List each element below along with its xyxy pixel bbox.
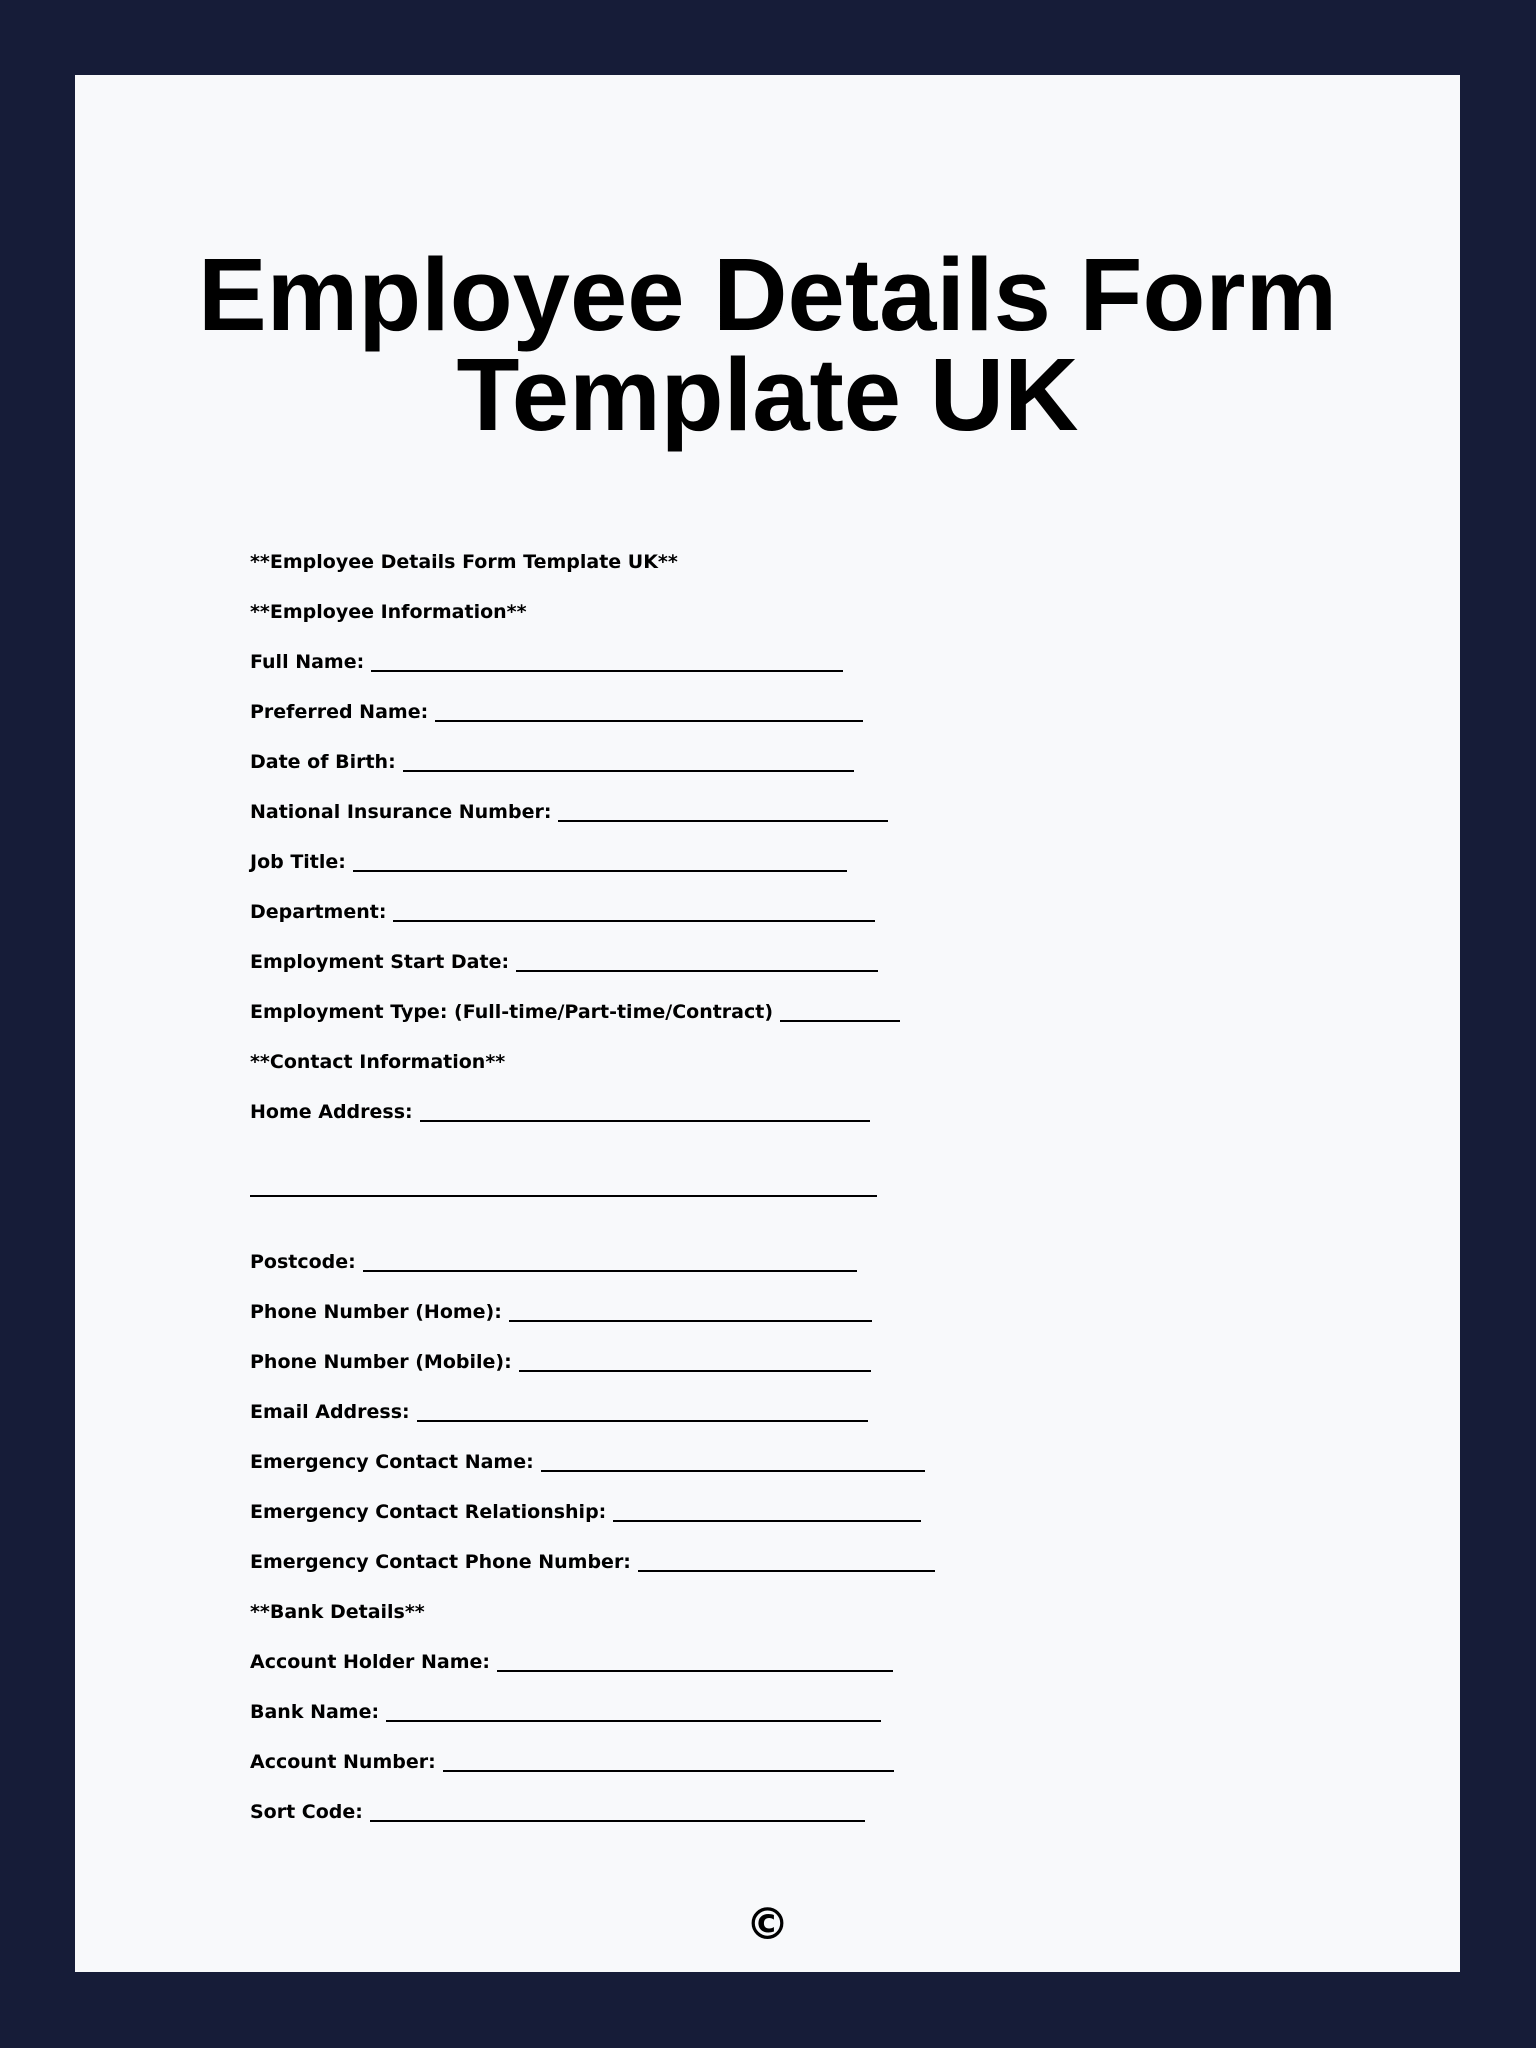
field-row-employment-start-date bbox=[250, 947, 878, 973]
field-row-postcode bbox=[250, 1247, 857, 1273]
phone-mobile-label: Phone Number (Mobile): bbox=[250, 1351, 512, 1373]
department-blank[interactable] bbox=[393, 920, 875, 922]
section-heading-employee-information: **Employee Information** bbox=[250, 601, 527, 623]
employment-start-date-label: Employment Start Date: bbox=[250, 951, 510, 973]
field-row-account-holder-name bbox=[250, 1647, 893, 1673]
field-row-phone-home bbox=[250, 1297, 872, 1323]
field-row-full-name bbox=[250, 647, 843, 673]
section-bank-details bbox=[250, 1597, 425, 1623]
department-label: Department: bbox=[250, 901, 387, 923]
home-address-label: Home Address: bbox=[250, 1101, 413, 1123]
bank-name-label: Bank Name: bbox=[250, 1701, 380, 1723]
field-row-email-address bbox=[250, 1397, 868, 1423]
page-title-line-1: Employee Details Form bbox=[197, 237, 1338, 352]
form-heading: **Employee Details Form Template UK** bbox=[250, 551, 678, 573]
emergency-contact-name-label: Emergency Contact Name: bbox=[250, 1451, 534, 1473]
email-address-blank[interactable] bbox=[417, 1420, 868, 1422]
field-row-employment-type bbox=[250, 997, 900, 1023]
emergency-contact-phone-blank[interactable] bbox=[638, 1570, 935, 1572]
account-holder-name-label: Account Holder Name: bbox=[250, 1651, 490, 1673]
phone-home-blank[interactable] bbox=[509, 1320, 872, 1322]
date-of-birth-label: Date of Birth: bbox=[250, 751, 396, 773]
section-heading-contact-information: **Contact Information** bbox=[250, 1051, 506, 1073]
emergency-contact-relationship-blank[interactable] bbox=[613, 1520, 921, 1522]
field-row-national-insurance-number bbox=[250, 797, 888, 823]
emergency-contact-phone-label: Emergency Contact Phone Number: bbox=[250, 1551, 631, 1573]
employment-type-blank[interactable] bbox=[780, 1020, 900, 1022]
preferred-name-blank[interactable] bbox=[435, 720, 863, 722]
field-row-preferred-name bbox=[250, 697, 863, 723]
phone-home-label: Phone Number (Home): bbox=[250, 1301, 502, 1323]
account-number-blank[interactable] bbox=[443, 1770, 894, 1772]
postcode-label: Postcode: bbox=[250, 1251, 356, 1273]
full-name-label: Full Name: bbox=[250, 651, 365, 673]
field-row-emergency-contact-phone bbox=[250, 1547, 935, 1573]
form-body bbox=[250, 75, 1050, 1972]
bank-name-blank[interactable] bbox=[386, 1720, 881, 1722]
field-row-emergency-contact-name bbox=[250, 1447, 925, 1473]
field-row-department bbox=[250, 897, 875, 923]
emergency-contact-name-blank[interactable] bbox=[541, 1470, 925, 1472]
home-address-line-2-blank[interactable] bbox=[250, 1195, 877, 1197]
date-of-birth-blank[interactable] bbox=[403, 770, 854, 772]
form-heading-row bbox=[250, 547, 678, 573]
field-row-account-number bbox=[250, 1747, 894, 1773]
field-row-emergency-contact-relationship bbox=[250, 1497, 921, 1523]
field-row-sort-code bbox=[250, 1797, 865, 1823]
phone-mobile-blank[interactable] bbox=[519, 1370, 871, 1372]
field-row-job-title bbox=[250, 847, 847, 873]
account-holder-name-blank[interactable] bbox=[497, 1670, 893, 1672]
sort-code-blank[interactable] bbox=[370, 1820, 865, 1822]
section-heading-bank-details: **Bank Details** bbox=[250, 1601, 425, 1623]
email-address-label: Email Address: bbox=[250, 1401, 410, 1423]
preferred-name-label: Preferred Name: bbox=[250, 701, 429, 723]
national-insurance-number-blank[interactable] bbox=[558, 820, 888, 822]
job-title-label: Job Title: bbox=[250, 851, 346, 873]
sort-code-label: Sort Code: bbox=[250, 1801, 363, 1823]
copyright-symbol: © bbox=[745, 1899, 790, 1950]
home-address-blank[interactable] bbox=[420, 1120, 870, 1122]
account-number-label: Account Number: bbox=[250, 1751, 436, 1773]
postcode-blank[interactable] bbox=[363, 1270, 857, 1272]
form-page bbox=[75, 75, 1460, 1972]
field-row-home-address bbox=[250, 1097, 870, 1123]
national-insurance-number-label: National Insurance Number: bbox=[250, 801, 552, 823]
employment-start-date-blank[interactable] bbox=[516, 970, 878, 972]
section-contact-information bbox=[250, 1047, 505, 1073]
field-row-date-of-birth bbox=[250, 747, 854, 773]
job-title-blank[interactable] bbox=[353, 870, 847, 872]
employment-type-label: Employment Type: (Full-time/Part-time/Contract) bbox=[250, 1001, 774, 1023]
section-employee-information bbox=[250, 597, 527, 623]
emergency-contact-relationship-label: Emergency Contact Relationship: bbox=[250, 1501, 607, 1523]
field-row-bank-name bbox=[250, 1697, 881, 1723]
full-name-blank[interactable] bbox=[371, 670, 843, 672]
page-title-line-2: Template UK bbox=[456, 337, 1079, 452]
field-row-phone-mobile bbox=[250, 1347, 871, 1373]
